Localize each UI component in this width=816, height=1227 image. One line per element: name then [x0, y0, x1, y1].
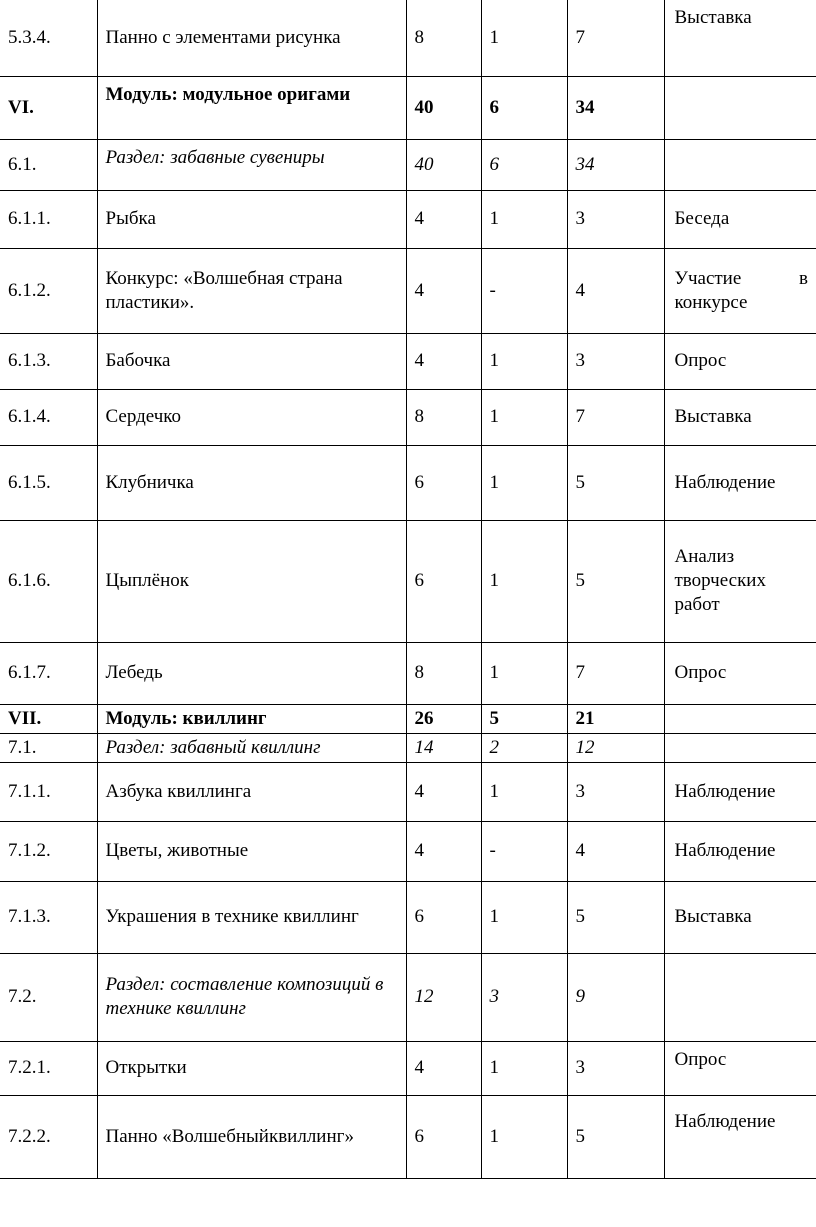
row-number: 6.1.7.	[0, 642, 97, 704]
section-row	[0, 139, 816, 190]
hours-theory: 1	[481, 333, 567, 389]
hours-theory: 1	[481, 1041, 567, 1095]
hours-theory: 6	[481, 76, 567, 139]
row-title: Раздел: забавный квиллинг	[97, 733, 406, 762]
table-row	[0, 881, 816, 953]
row-title: Азбука квиллинга	[97, 762, 406, 821]
row-number: 7.1.	[0, 733, 97, 762]
row-title: Конкурс: «Волшебная страна пластики».	[97, 248, 406, 333]
row-number: 7.2.	[0, 953, 97, 1041]
row-title: Панно с элементами рисунка	[97, 0, 406, 76]
control-form	[664, 248, 816, 333]
hours-practice: 34	[567, 76, 664, 139]
row-number: 6.1.3.	[0, 333, 97, 389]
hours-theory: 1	[481, 0, 567, 76]
control-form	[664, 704, 816, 733]
table-row	[0, 333, 816, 389]
row-number: 7.1.3.	[0, 881, 97, 953]
hours-practice: 21	[567, 704, 664, 733]
row-title: Модуль: квиллинг	[97, 704, 406, 733]
control-form: Наблюдение	[664, 1095, 816, 1178]
hours-practice: 9	[567, 953, 664, 1041]
row-number: 6.1.4.	[0, 389, 97, 445]
hours-theory: 1	[481, 190, 567, 248]
row-number: 6.1.1.	[0, 190, 97, 248]
hours-practice: 5	[567, 520, 664, 642]
row-title: Украшения в технике квиллинг	[97, 881, 406, 953]
hours-total: 12	[406, 953, 481, 1041]
hours-total: 6	[406, 1095, 481, 1178]
control-form: Анализ творческих работ	[664, 520, 816, 642]
row-number: 5.3.4.	[0, 0, 97, 76]
hours-theory: -	[481, 821, 567, 881]
hours-total: 8	[406, 642, 481, 704]
control-form	[664, 76, 816, 139]
hours-practice: 5	[567, 1095, 664, 1178]
row-title: Раздел: составление композиций в технике квиллинг	[97, 953, 406, 1041]
table-row	[0, 762, 816, 821]
table-row	[0, 1095, 816, 1178]
hours-practice: 3	[567, 1041, 664, 1095]
hours-total: 6	[406, 881, 481, 953]
table-row	[0, 190, 816, 248]
hours-theory: 1	[481, 881, 567, 953]
row-number: VII.	[0, 704, 97, 733]
control-form: Наблюдение	[664, 821, 816, 881]
control-form: Выставка	[664, 389, 816, 445]
row-title: Сердечко	[97, 389, 406, 445]
row-number: 6.1.	[0, 139, 97, 190]
hours-total: 6	[406, 445, 481, 520]
hours-total: 6	[406, 520, 481, 642]
hours-theory: 5	[481, 704, 567, 733]
hours-theory: -	[481, 248, 567, 333]
row-title: Раздел: забавные сувениры	[97, 139, 406, 190]
hours-total: 14	[406, 733, 481, 762]
hours-practice: 34	[567, 139, 664, 190]
control-form: Опрос	[664, 642, 816, 704]
section-row	[0, 953, 816, 1041]
control-form: Наблюдение	[664, 762, 816, 821]
hours-total: 4	[406, 248, 481, 333]
hours-practice: 7	[567, 0, 664, 76]
table-row	[0, 821, 816, 881]
row-title: Бабочка	[97, 333, 406, 389]
hours-theory: 1	[481, 1095, 567, 1178]
table-row	[0, 520, 816, 642]
table-row	[0, 248, 816, 333]
hours-total: 4	[406, 821, 481, 881]
hours-practice: 3	[567, 762, 664, 821]
row-number: 7.2.2.	[0, 1095, 97, 1178]
table-row	[0, 0, 816, 76]
control-form: Опрос	[664, 333, 816, 389]
hours-theory: 1	[481, 520, 567, 642]
hours-practice: 5	[567, 881, 664, 953]
hours-practice: 12	[567, 733, 664, 762]
control-form	[664, 139, 816, 190]
hours-theory: 2	[481, 733, 567, 762]
control-form: Выставка	[664, 881, 816, 953]
row-number: 7.1.1.	[0, 762, 97, 821]
table-row	[0, 445, 816, 520]
row-title: Модуль: модульное оригами	[97, 76, 406, 139]
hours-practice: 3	[567, 333, 664, 389]
module-row	[0, 76, 816, 139]
hours-total: 40	[406, 76, 481, 139]
row-title: Лебедь	[97, 642, 406, 704]
hours-theory: 1	[481, 445, 567, 520]
hours-total: 4	[406, 333, 481, 389]
control-form: Наблюдение	[664, 445, 816, 520]
hours-total: 26	[406, 704, 481, 733]
hours-practice: 7	[567, 389, 664, 445]
table-row	[0, 642, 816, 704]
hours-total: 8	[406, 0, 481, 76]
row-title: Панно «Волшебныйквиллинг»	[97, 1095, 406, 1178]
row-title: Цыплёнок	[97, 520, 406, 642]
hours-practice: 4	[567, 248, 664, 333]
control-form: Беседа	[664, 190, 816, 248]
control-form	[664, 953, 816, 1041]
hours-practice: 5	[567, 445, 664, 520]
hours-total: 4	[406, 190, 481, 248]
control-form: Опрос	[664, 1041, 816, 1095]
row-number: 7.1.2.	[0, 821, 97, 881]
hours-total: 4	[406, 762, 481, 821]
row-number: 7.2.1.	[0, 1041, 97, 1095]
control-form: Выставка	[664, 0, 816, 76]
control-form-text: Участие в конкурсе	[674, 267, 808, 313]
hours-practice: 3	[567, 190, 664, 248]
hours-theory: 6	[481, 139, 567, 190]
hours-practice: 7	[567, 642, 664, 704]
hours-practice: 4	[567, 821, 664, 881]
hours-theory: 1	[481, 389, 567, 445]
row-number: 6.1.6.	[0, 520, 97, 642]
table-row	[0, 389, 816, 445]
row-title: Цветы, животные	[97, 821, 406, 881]
hours-total: 40	[406, 139, 481, 190]
module-row	[0, 704, 816, 733]
control-form	[664, 733, 816, 762]
hours-theory: 1	[481, 762, 567, 821]
row-title: Открытки	[97, 1041, 406, 1095]
section-row	[0, 733, 816, 762]
row-number: VI.	[0, 76, 97, 139]
hours-total: 4	[406, 1041, 481, 1095]
hours-total: 8	[406, 389, 481, 445]
row-number: 6.1.2.	[0, 248, 97, 333]
hours-theory: 1	[481, 642, 567, 704]
hours-theory: 3	[481, 953, 567, 1041]
row-title: Рыбка	[97, 190, 406, 248]
table-row	[0, 1041, 816, 1095]
row-title: Клубничка	[97, 445, 406, 520]
row-number: 6.1.5.	[0, 445, 97, 520]
